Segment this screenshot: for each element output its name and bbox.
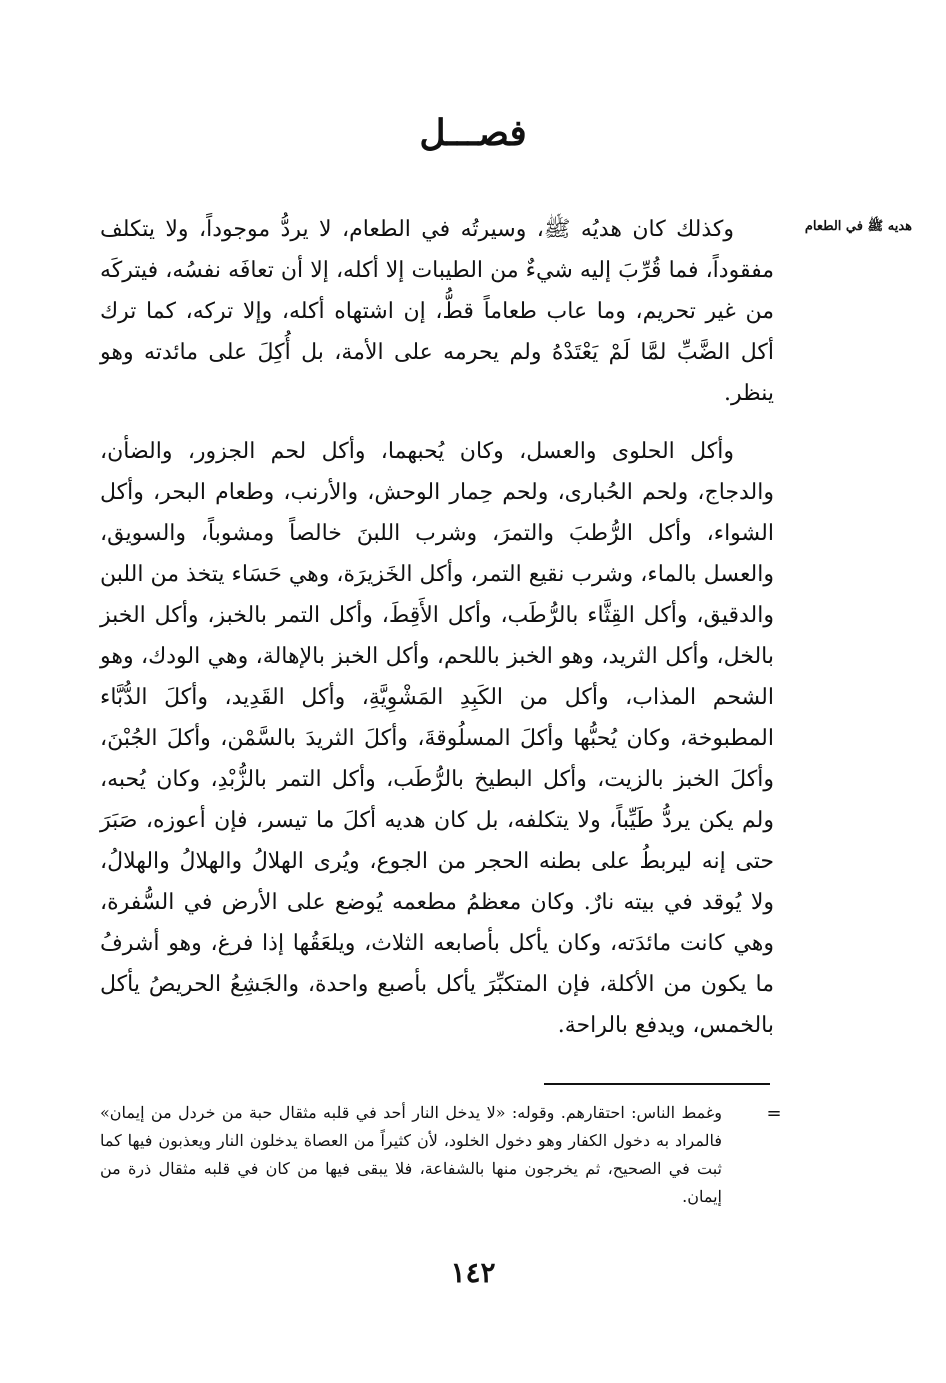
page-title: فصـــل [419, 112, 527, 154]
footnote-text: وغمط الناس: احتقارهم. وقوله: «لا يدخل النار أحد في قلبه مثقال حبة من خردل من إيمان» فالمراد به دخول الكفار وهو دخول الخلود، لأن كثيراً من العصاة يدخلون النار ويعذبون فيها كما ثبت في الصحيح، ثم يخرجون منها بالشفاعة، فلا يبقى فيها من كان في قلبه مثقال ذرة من إيمان. [100, 1103, 722, 1206]
page-number: ١٤٢ [450, 1256, 496, 1289]
paragraph-text: وكذلك كان هديُه ﷺ، وسيرتُه في الطعام، لا يردُّ موجوداً، ولا يتكلف مفقوداً، فما قُرِّبَ إليه شيءٌ من الطيبات إلا أكله، إلا أن تعافَه نفسُه، فيتركَه من غير تحريم، وما عاب طعاماً قطُّ، إن اشتهاه أكله، وإلا تركه، كما ترك أكل الضَّبِّ لمَّا لَمْ يَعْتَدْهُ ولم يحرمه على الأمة، بل أُكِلَ على مائدته وهو ينظر. [100, 217, 774, 406]
body-paragraph-2 [100, 431, 774, 1046]
paragraph-text: وأكل الحلوى والعسل، وكان يُحبهما، وأكل لحم الجزور، والضأن، والدجاج، ولحم الحُبارى، ولحم حِمار الوحش، والأرنب، وطعام البحر، وأكل الشواء، وأكل الرُّطبَ والتمرَ، وشرب اللبنَ خالصاً ومشوباً، والسويق، والعسل بالماء، وشرب نقيع التمر، وأكل الخَزيرَة، وهي حَسَاء يتخذ من اللبن والدقيق، وأكل القِثَّاء بالرُّطَب، وأكل الأَقِطَ، وأكل التمر بالخبز، وأكل الخبز بالخل، وأكل الثريد، وهو الخبز باللحم، وأكل الخبز بالإهالة، وهي الودك، وهو الشحم المذاب، وأكل من الكَبِدِ المَشْوِيَّةِ، وأكل القَدِيد، وأكلَ الدُّبَّاء المطبوخة، وكان يُحبُّها وأكلَ المسلُوقةَ، وأكلَ الثريدَ بالسَّمْن، وأكلَ الجُبْنَ، وأكلَ الخبز بالزيت، وأكل البطيخ بالرُّطَب، وأكل التمر بالزُّبْدِ، وكان يُحبه، ولم يكن يردُّ طَيِّباً، ولا يتكلفه، بل كان هديه أكلَ ما تيسر، فإن أعوزه، صَبَرَ حتى إنه ليربطُ على بطنه الحجر من الجوع، ويُرى الهلالُ والهلالُ والهلالُ، ولا يُوقد في بيته نارٌ. وكان معظمُ مطعمه يُوضع على الأرض في السُّفرة، وهي كانت مائدَته، وكان يأكل بأصابعه الثلاث، ويلعَقُها إذا فرغ، وهو أشرفُ ما يكون من الأكلة، فإن المتكبِّرَ يأكل بأصبع واحدة، والجَشِعُ الحريصُ يأكل بالخمس، ويدفع بالراحة. [100, 439, 774, 1038]
side-note: هديه ﷺ في الطعام [804, 219, 912, 234]
footnote-divider [544, 1083, 770, 1085]
footnote-continuation-marker: = [766, 1103, 782, 1124]
body-paragraph-1 [100, 209, 774, 414]
footnote [100, 1099, 722, 1211]
